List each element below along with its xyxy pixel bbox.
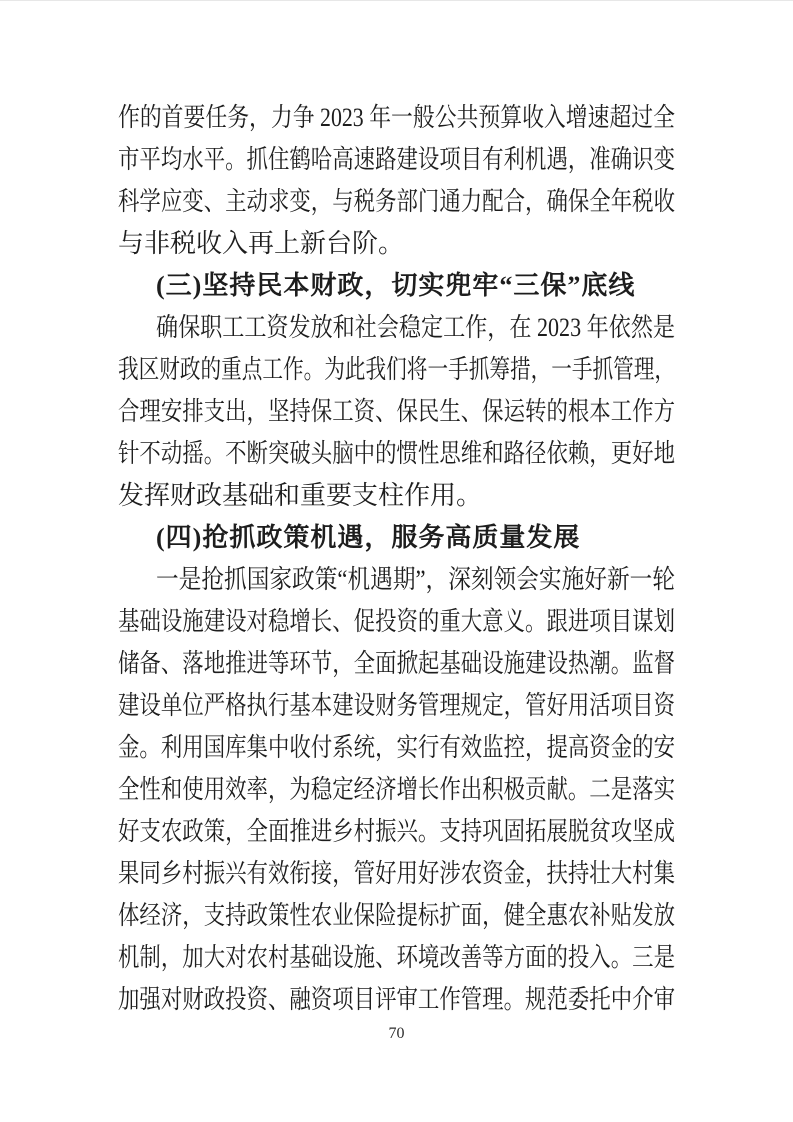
text-line xyxy=(118,895,675,937)
text-line xyxy=(118,685,675,727)
text-line-content: 好支农政策，全面推进乡村振兴。支持巩固拓展脱贫攻坚成 xyxy=(118,817,675,846)
text-line xyxy=(118,979,675,1021)
text-line-content: 针不动摇。不断突破头脑中的惯性思维和路径依赖，更好地 xyxy=(118,439,675,468)
text-line-content: (三)坚持民本财政，切实兜牢“三保”底线 xyxy=(156,271,636,300)
text-line xyxy=(118,307,675,349)
text-line-content: 确保职工工资发放和社会稳定工作，在 2023 年依然是 xyxy=(156,313,675,342)
text-line xyxy=(118,601,675,643)
text-line-content: (四)抢抓政策机遇，服务高质量发展 xyxy=(156,523,581,552)
text-line-content: 科学应变、主动求变，与税务部门通力配合，确保全年税收 xyxy=(118,187,675,216)
text-line-content: 全性和使用效率，为稳定经济增长作出积极贡献。二是落实 xyxy=(118,775,675,804)
text-line-content: 发挥财政基础和重要支柱作用。 xyxy=(118,481,483,510)
text-line xyxy=(118,139,675,181)
text-line xyxy=(118,475,675,517)
text-line xyxy=(118,559,675,601)
text-line xyxy=(118,727,675,769)
text-line-content: 我区财政的重点工作。为此我们将一手抓筹措，一手抓管理， xyxy=(118,355,675,384)
text-line-content: 储备、落地推进等环节，全面掀起基础设施建设热潮。监督 xyxy=(118,649,675,678)
text-line-content: 果同乡村振兴有效衔接，管好用好涉农资金，扶持壮大村集 xyxy=(118,859,675,888)
text-line-content: 体经济，支持政策性农业保险提标扩面，健全惠农补贴发放 xyxy=(118,901,675,930)
section-heading xyxy=(118,265,675,307)
text-line-content: 建设单位严格执行基本建设财务管理规定，管好用活项目资 xyxy=(118,691,675,720)
page-number: 70 xyxy=(388,1025,405,1042)
text-line-content: 基础设施建设对稳增长、促投资的重大意义。跟进项目谋划 xyxy=(118,607,675,636)
text-line xyxy=(118,97,675,139)
section-heading xyxy=(118,517,675,559)
text-line-content: 加强对财政投资、融资项目评审工作管理。规范委托中介审 xyxy=(118,985,675,1014)
text-line-content: 合理安排支出，坚持保工资、保民生、保运转的根本工作方 xyxy=(118,397,675,426)
text-line xyxy=(118,223,675,265)
text-line xyxy=(118,937,675,979)
text-line xyxy=(118,769,675,811)
text-line xyxy=(118,643,675,685)
text-line xyxy=(118,391,675,433)
text-line-content: 与非税收入再上新台阶。 xyxy=(118,229,405,258)
text-line-content: 作的首要任务，力争 2023 年一般公共预算收入增速超过全 xyxy=(118,103,675,132)
text-line xyxy=(118,349,675,391)
text-line xyxy=(118,181,675,223)
text-line-content: 机制，加大对农村基础设施、环境改善等方面的投入。三是 xyxy=(118,943,675,972)
text-line-content: 一是抢抓国家政策“机遇期”，深刻领会实施好新一轮 xyxy=(156,565,675,594)
text-line-content: 金。利用国库集中收付系统，实行有效监控，提高资金的安 xyxy=(118,733,675,762)
text-line xyxy=(118,811,675,853)
text-line xyxy=(118,433,675,475)
text-line-content: 市平均水平。抓住鹤哈高速路建设项目有利机遇，准确识变 xyxy=(118,145,675,174)
document-text-block xyxy=(118,97,675,1021)
text-line xyxy=(118,853,675,895)
